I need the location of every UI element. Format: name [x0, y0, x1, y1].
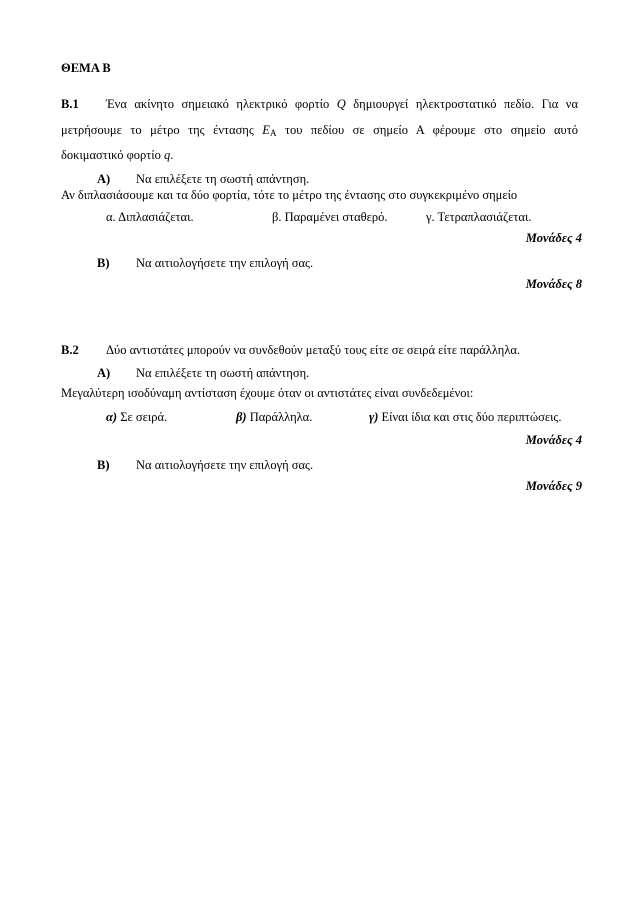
b2-option-c-letter: γ) [369, 410, 379, 424]
b1-field-subscript: Α [269, 128, 277, 138]
b1-line2-text-a: μετρήσουμε το μέτρο της έντασης [61, 123, 254, 137]
b1-option-a: α. Διπλασιάζεται. [106, 210, 194, 224]
question-b1-label: Β.1 [61, 97, 79, 111]
b2-option-a-text: Σε σειρά. [117, 410, 168, 424]
b2-option-a-letter: α) [106, 410, 118, 424]
b2-option-b-text: Παράλληλα. [246, 410, 313, 424]
question-b1-line-3 [61, 148, 173, 163]
b1-field-e: E [262, 123, 270, 137]
b1-marks-b: Μονάδες 8 [525, 277, 582, 291]
b2-marks-b: Μονάδες 9 [525, 479, 582, 493]
b1-option-c: γ. Τετραπλασιάζεται. [426, 210, 532, 224]
b1-option-b: β. Παραμένει σταθερό. [272, 210, 388, 224]
b1-marks-a: Μονάδες 4 [525, 231, 582, 245]
b2-option-b-letter: β) [236, 410, 247, 424]
b1-question: Αν διπλασιάσουμε και τα δύο φορτία, τότε το μέτρο της έντασης στο συγκεκριμένο σημείο [61, 188, 518, 202]
b2-part-b-text: Να αιτιολογήσετε την επιλογή σας. [136, 458, 314, 472]
b1-line2-text-b: του πεδίου σε σημείο Α φέρουμε στο σημείο αυτό [284, 123, 579, 137]
b2-part-b-label: Β) [97, 458, 110, 472]
b1-part-b-label: Β) [97, 256, 110, 270]
b2-part-a-label: Α) [97, 366, 111, 380]
b1-line3-text-b: . [170, 148, 174, 162]
b2-part-a-text: Να επιλέξετε τη σωστή απάντηση. [136, 366, 310, 380]
b2-option-c-text: Είναι ίδια και στις δύο περιπτώσεις. [378, 410, 562, 424]
b1-line1-text-b: δημιουργεί ηλεκτροστατικό πεδίο. Για να [353, 97, 579, 111]
b1-line3-text-a: δοκιμαστικό φορτίο [61, 148, 161, 162]
b1-part-a-text: Να επιλέξετε τη σωστή απάντηση. [136, 172, 310, 186]
b1-charge-q: Q [336, 97, 346, 111]
question-b1-line-2 [61, 123, 578, 138]
b2-intro: Δύο αντιστάτες μπορούν να συνδεθούν μεταξύ τους είτε σε σειρά είτε παράλληλα. [106, 343, 521, 357]
b1-charge-small-q: q [164, 148, 171, 162]
b2-marks-a: Μονάδες 4 [525, 433, 582, 447]
b2-option-c [369, 410, 562, 425]
b1-line1-text-a: Ένα ακίνητο σημειακό ηλεκτρικό φορτίο [106, 97, 330, 111]
b2-option-a [106, 410, 167, 425]
question-b1-line-1 [106, 97, 578, 112]
question-b2-label: Β.2 [61, 343, 79, 357]
b2-question: Μεγαλύτερη ισοδύναμη αντίσταση έχουμε όταν οι αντιστάτες είναι συνδεδεμένοι: [61, 386, 474, 400]
b1-part-a-label: Α) [97, 172, 111, 186]
section-title: ΘΕΜΑ Β [61, 61, 111, 75]
b2-option-b [236, 410, 312, 425]
b1-part-b-text: Να αιτιολογήσετε την επιλογή σας. [136, 256, 314, 270]
